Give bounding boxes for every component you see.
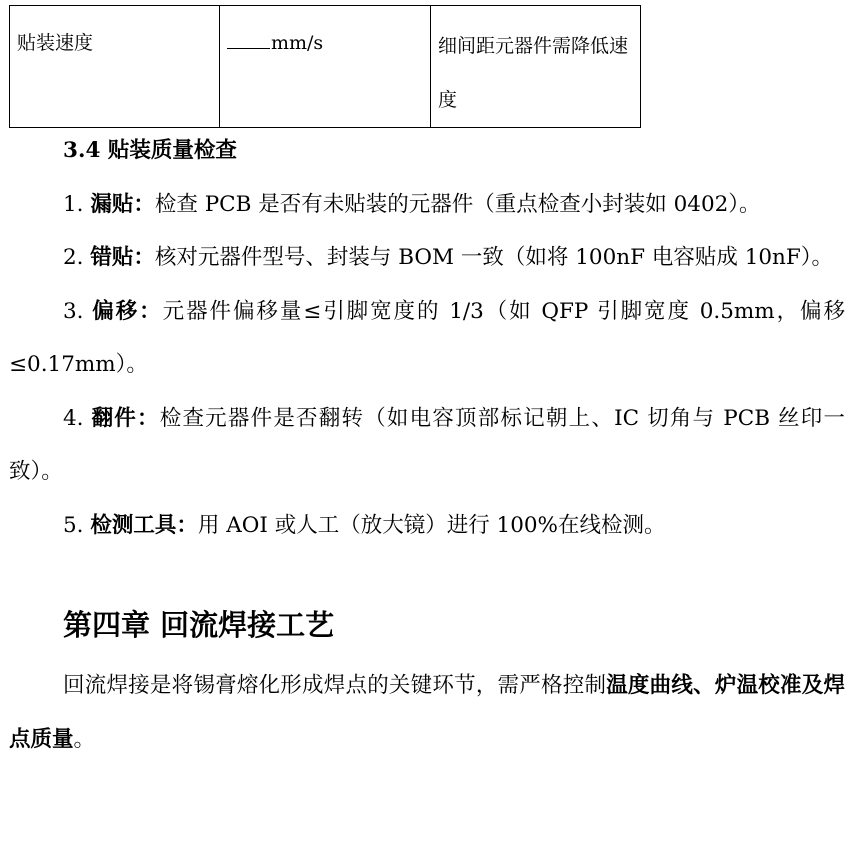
- item-number: 2.: [63, 245, 84, 270]
- list-item: [9, 392, 845, 499]
- blank-line: [227, 30, 270, 49]
- item-label: 翻件：: [91, 405, 160, 431]
- param-name: 贴装速度: [17, 32, 94, 54]
- item-label: 偏移：: [92, 298, 163, 324]
- document-body: [9, 124, 845, 766]
- list-item: [9, 178, 845, 232]
- item-text: 元器件偏移量≤引脚宽度的 1/3（如 QFP 引脚宽度 0.5mm，偏移≤0.17mm）。: [9, 298, 845, 377]
- item-label: 错贴：: [90, 245, 155, 270]
- item-number: 1.: [63, 191, 84, 217]
- value-cell: [220, 6, 431, 128]
- section-title: 3.4 贴装质量检查: [63, 138, 237, 163]
- item-number: 5.: [63, 512, 84, 538]
- list-item: [9, 285, 845, 392]
- table-row: [10, 6, 641, 128]
- item-text: 检查 PCB 是否有未贴装的元器件（重点检查小封装如 0402）。: [154, 191, 761, 217]
- list-item: [9, 231, 845, 285]
- note-cell: [431, 6, 641, 128]
- param-cell: [10, 6, 220, 128]
- list-item: [9, 499, 845, 553]
- spec-table: [9, 5, 641, 128]
- item-text: 检查元器件是否翻转（如电容顶部标记朝上、IC 切角与 PCB 丝印一致）。: [9, 405, 845, 484]
- item-text: 用 AOI 或人工（放大镜）进行 100%在线检测。: [197, 512, 666, 538]
- value-unit: mm/s: [271, 32, 324, 54]
- intro-text: 回流焊接是将锡膏熔化形成焊点的关键环节，需严格控制: [63, 673, 607, 698]
- item-label: 漏贴：: [90, 191, 155, 217]
- intro-bold-text: 温度曲线、炉温校准及焊点质量: [9, 673, 845, 752]
- note-text: 细间距元器件需降低速度: [438, 35, 629, 111]
- item-number: 3.: [63, 298, 84, 324]
- intro-end: 。: [73, 726, 96, 752]
- chapter-title: 第四章 回流焊接工艺: [63, 608, 335, 642]
- item-label: 检测工具：: [90, 512, 198, 538]
- item-number: 4.: [63, 405, 84, 431]
- chapter-intro: [9, 659, 845, 766]
- item-text: 核对元器件型号、封装与 BOM 一致（如将 100nF 电容贴成 10nF）。: [154, 245, 834, 270]
